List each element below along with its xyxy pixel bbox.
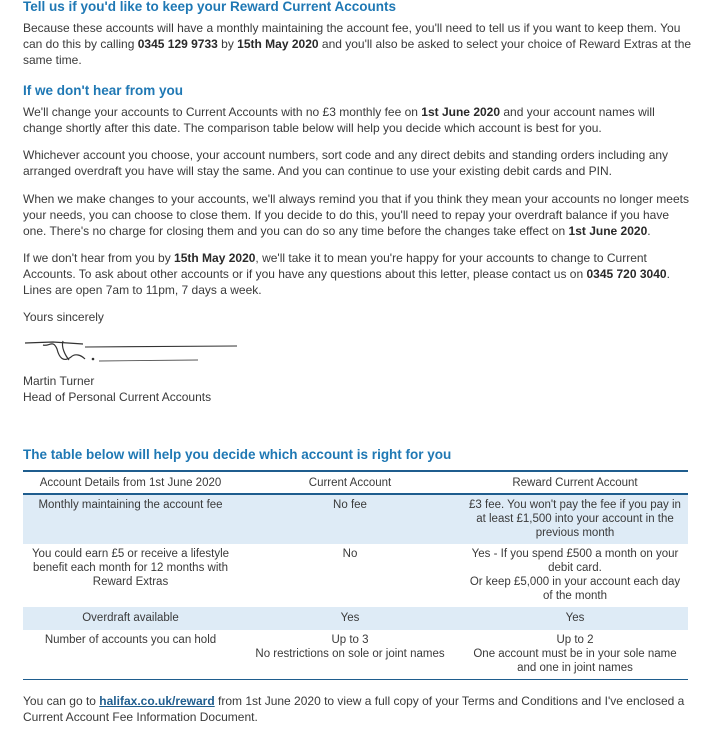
table-cell: Yes: [238, 607, 462, 630]
reward-link[interactable]: halifax.co.uk/reward: [99, 694, 215, 708]
table-cell: Yes - If you spend £500 a month on your debit card. Or keep £5,000 in your account each day of the month: [469, 548, 681, 602]
table-row: [23, 544, 688, 607]
comparison-table: [23, 470, 688, 680]
table-header-row: [23, 471, 688, 494]
table-cell: £3 fee. You won't pay the fee if you pay in at least £1,500 into your account in the previous month: [462, 494, 688, 544]
change-paragraph: We'll change your accounts to Current Accounts with no £3 monthly fee on 1st June 2020 and your account names will change shortly after this date. The comparison table below will help you decide which account is best for you.: [23, 105, 655, 135]
table-cell: No fee: [238, 494, 462, 544]
table-row: [23, 607, 688, 630]
table-cell: Up to 3 No restrictions on sole or joint names: [238, 630, 462, 680]
table-cell: Yes: [462, 607, 688, 630]
deadline-date: 15th May 2020: [237, 37, 319, 51]
contact-paragraph: If we don't hear from you by 15th May 2020, we'll take it to mean you're happy for your accounts to change to Current Accounts. To ask about other accounts or if you have any questions about this letter, please contact us on 0345 720 3040. Lines are open 7am to 11pm, 7 days a week.: [23, 251, 670, 297]
no-response-heading: If we don't hear from you: [23, 83, 183, 98]
column-header: Reward Current Account: [462, 471, 688, 494]
table-row: [23, 494, 688, 544]
keep-accounts-paragraph: Because these accounts will have a monthly maintaining the account fee, you'll need to tell us if you want to keep them. You can do this by calling 0345 129 9733 by 15th May 2020 and you'll also be asked to select your choice of Reward Extras at the same time.: [23, 21, 692, 67]
table-cell: No: [342, 548, 358, 560]
closing-line: Yours sincerely: [23, 310, 104, 324]
table-cell: Monthly maintaining the account fee: [23, 494, 238, 544]
handwritten-signature: [23, 333, 243, 371]
close-accounts-paragraph: When we make changes to your accounts, we'll always remind you that if you think they mean your accounts no longer meets your needs, you can choose to close them. If you decide to do this, you'll need to repay your overdraft balance if you have one. There's no charge for closing them and you can do so any time before the changes take effect on 1st June 2020.: [23, 192, 689, 238]
contact-phone: 0345 720 3040: [586, 267, 667, 281]
table-cell: Number of accounts you can hold: [23, 630, 238, 680]
account-details-paragraph: Whichever account you choose, your account numbers, sort code and any direct debits and standing orders including any arranged overdraft you have will stay the same. And you can continue to use your existing debit cards and PIN.: [23, 148, 669, 178]
table-cell: You could earn £5 or receive a lifestyle benefit each month for 12 months with Reward Extras: [31, 548, 230, 588]
table-cell: Overdraft available: [23, 607, 238, 630]
phone-number: 0345 129 9733: [137, 37, 218, 51]
footer-paragraph: You can go to halifax.co.uk/reward from 1st June 2020 to view a full copy of your Terms and Conditions and I've enclosed a Current Account Fee Information Document.: [23, 694, 685, 724]
signatory-title: Head of Personal Current Accounts: [23, 390, 212, 404]
signatory-name: Martin Turner: [23, 374, 95, 388]
keep-accounts-heading: Tell us if you'd like to keep your Reward Current Accounts: [23, 0, 397, 14]
table-heading: The table below will help you decide which account is right for you: [23, 447, 452, 462]
table-cell: Up to 2 One account must be in your sole name and one in joint names: [462, 630, 688, 680]
table-row: [23, 630, 688, 680]
column-header: Current Account: [238, 471, 462, 494]
column-header: Account Details from 1st June 2020: [23, 471, 238, 494]
